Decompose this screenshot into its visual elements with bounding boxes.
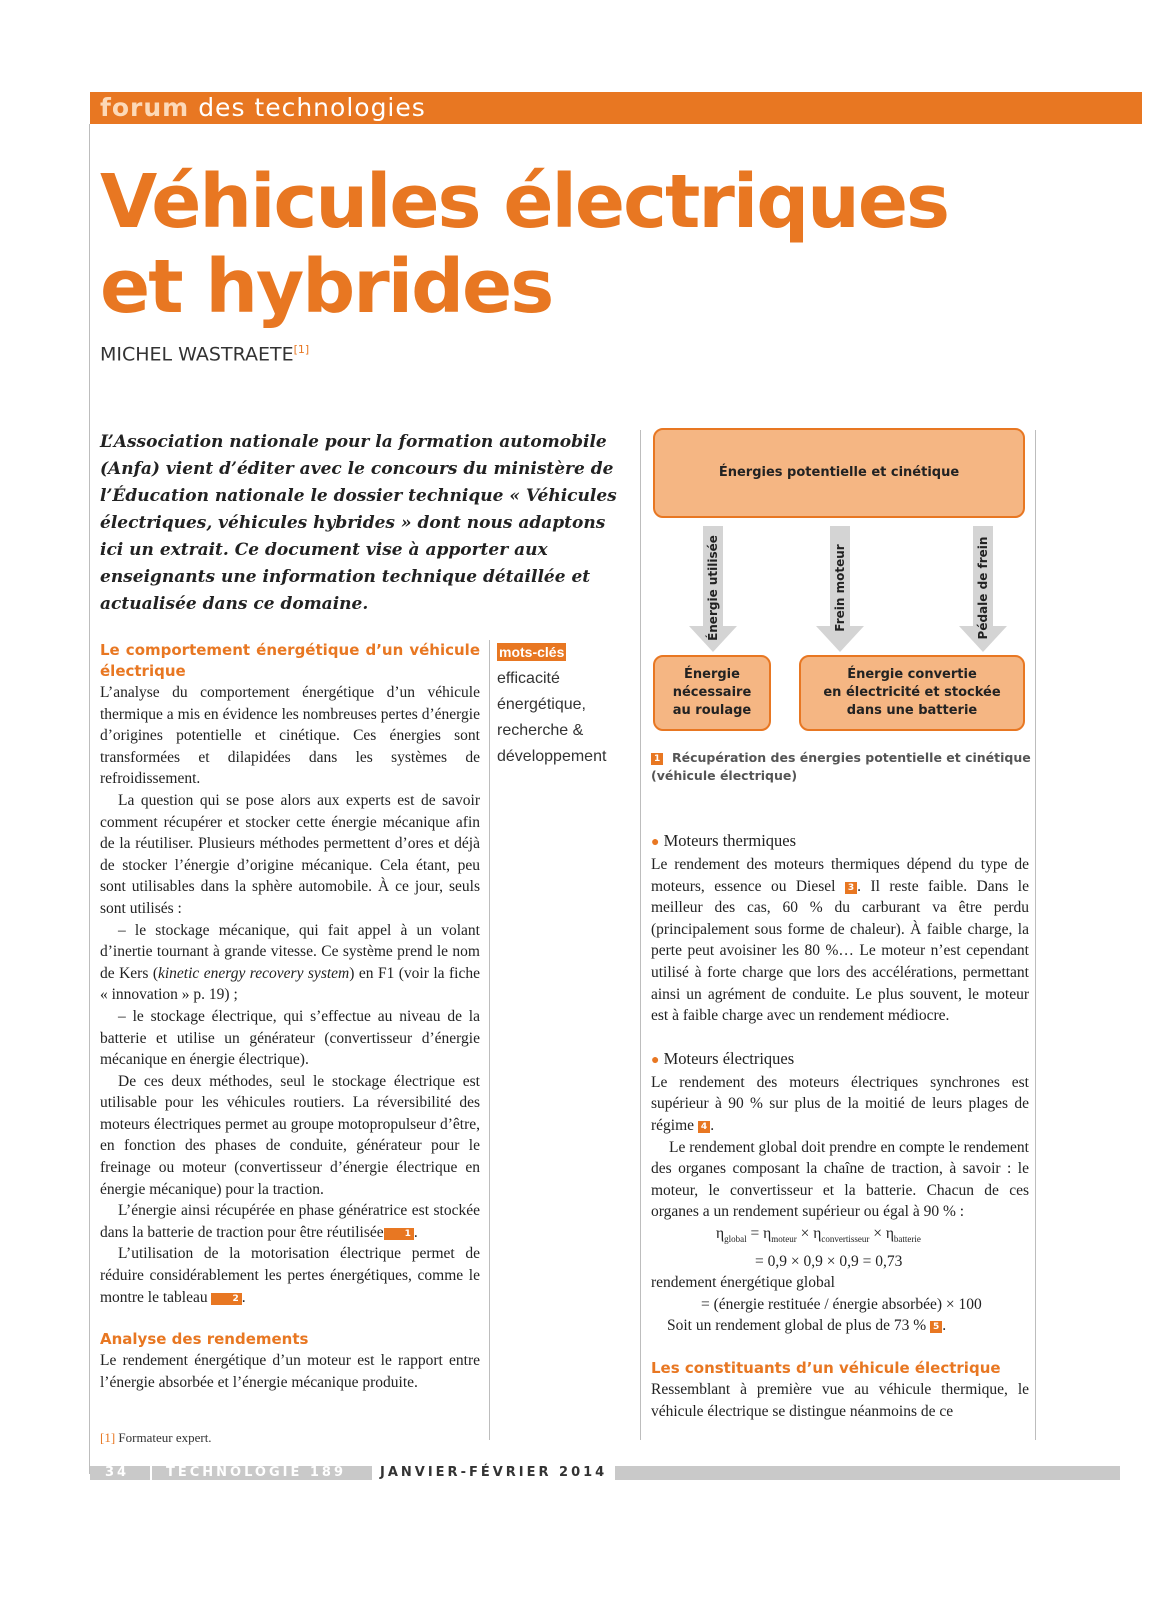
section-kicker: forum des technologies xyxy=(100,93,426,122)
paragraph: L’utilisation de la motorisation électrique permet de réduire considérablement les pertes énergétiques, comme le montre le tableau 2 . xyxy=(100,1245,480,1306)
figure-ref: 1 xyxy=(384,1228,414,1240)
bullet-icon: ● xyxy=(651,1052,660,1068)
subheading: ● Moteurs thermiques xyxy=(651,831,797,850)
keyword: efficacité xyxy=(497,670,560,687)
paragraph: De ces deux méthodes, seul le stockage électrique est utilisable pour les véhicules routiers. La réversibilité des moteurs électriques permet au groupe motopropulseur d’être, en fonction des phases de conduite, générateur pour le freinage ou moteur (convertisseur d’énergie électrique en énergie mécanique) pour la traction. xyxy=(100,1072,480,1198)
column-divider xyxy=(489,640,490,1440)
article-author: MICHEL WASTRAETE[1] xyxy=(100,343,310,366)
keyword: développement xyxy=(497,748,607,765)
keywords-tag: mots-clés xyxy=(499,644,565,660)
paragraph: Le rendement des moteurs thermiques dépend du type de moteurs, essence ou Diesel 3 . Il reste faible. Dans le meilleur des cas, 60 % du carburant va être perdu (principalement sous forme de chaleur). À faible charge, la perte peut avoisiner les 80 %… Le moteur n’est cependant utilisé à forte charge que lors des accélérations, permettant ainsi un agrément de conduite. Le plus souvent, le moteur est à faible charge avec un rendement médiocre. xyxy=(651,856,1029,1025)
paragraph: Le rendement énergétique d’un moteur est le rapport entre l’énergie absorbée et l’énergie mécanique produite. xyxy=(100,1352,480,1391)
figure-number: 1 xyxy=(651,753,663,765)
figure-caption: 1 Récupération des énergies potentielle et cinétique (véhicule électrique) xyxy=(651,750,1031,783)
magazine-name: TECHNOLOGIE 189 xyxy=(166,1465,347,1480)
figure-ref: 4 xyxy=(698,1121,710,1133)
page-number: 34 xyxy=(105,1465,130,1480)
article-title: Véhicules électriques et hybrides xyxy=(100,159,949,330)
paragraph: – le stockage électrique, qui s’effectue au niveau de la batterie et utilise un générateur (convertisseur d’énergie mécanique en énergie électrique). xyxy=(100,1007,480,1069)
formula-line: = 0,9 × 0,9 × 0,9 = 0,73 xyxy=(755,1252,903,1270)
paragraph: Le rendement global doit prendre en compte le rendement des organes composant la chaîne de traction, à savoir : le moteur, le convertisseur et la batterie. Chacun de ces organes a un rendement supérieur ou égal à 90 % : xyxy=(651,1138,1029,1221)
keyword: recherche & xyxy=(497,722,584,739)
paragraph: Ressemblant à première vue au véhicule thermique, le véhicule électrique se distingue néanmoins de ce xyxy=(651,1380,1029,1420)
diagram-box-batterie: Énergie convertie en électricité et stockée dans une batterie xyxy=(799,655,1025,731)
formula-line: $\eta_{global} = \eta_{moteur} \times \eta_{convertisseur} \times \eta_{batterie}$ xyxy=(716,1224,921,1244)
diagram-box-energies: Énergies potentielle et cinétique xyxy=(653,428,1025,518)
article-lead: L’Association nationale pour la formation automobile (Anfa) vient d’éditer avec le concours du ministère de l’Éducation nationale le dossier technique « Véhicules électriques, véhicules hybrides » dont nous adaptons ici un extrait. Ce document vise à apporter aux enseignants une information technique détaillée et actualisée dans ce domaine. xyxy=(100,432,617,614)
paragraph: La question qui se pose alors aux experts est de savoir comment récupérer et stocker cette énergie mécanique afin de la réutiliser. Plusieurs méthodes permettent d’ores et déjà de stocker l’énergie d’origine mécanique. Cela étant, peu sont utilisables dans la sphère automobile. À ce jour, seuls sont utilisés : xyxy=(100,791,480,917)
formula-line: rendement énergétique global xyxy=(651,1274,835,1292)
section-heading: Les constituants d’un véhicule électrique xyxy=(651,1358,1001,1377)
paragraph: – le stockage mécanique, qui fait appel à un volant d’inertie tournant à grande vitesse. Ce système prend le nom de Kers (kinetic energy recovery system) en F1 (voir la fiche « innovation » p. 19) ; xyxy=(100,921,480,1004)
formula-line: = (énergie restituée / énergie absorbée) × 100 xyxy=(701,1295,982,1313)
column-divider xyxy=(1035,430,1036,1440)
column-right xyxy=(651,830,1029,1422)
subheading: ● Moteurs électriques xyxy=(651,1048,795,1068)
column-divider xyxy=(640,430,641,1440)
column-left xyxy=(100,640,480,1393)
keyword: énergétique, xyxy=(497,696,586,713)
figure-ref: 2 xyxy=(211,1293,241,1305)
footnote: [1] Formateur expert. xyxy=(100,1430,212,1445)
section-heading: Le comportement énergétique d’un véhicule électrique xyxy=(100,641,480,680)
paragraph: L’énergie ainsi récupérée en phase génératrice est stockée dans la batterie de traction pour être réutilisée 1 . xyxy=(100,1202,480,1241)
diagram-box-roulage: Énergie nécessaire au roulage xyxy=(653,655,771,731)
issue-date: JANVIER-FÉVRIER 2014 xyxy=(372,1464,615,1482)
formula-line: Soit un rendement global de plus de 73 % 5 . xyxy=(667,1317,947,1335)
section-banner xyxy=(90,92,1142,124)
section-heading: Analyse des rendements xyxy=(100,1330,309,1349)
paragraph: L’analyse du comportement énergétique d’un véhicule thermique a mis en évidence les nombreuses pertes d’énergie d’origines potentielle et cinétique. Ces énergies sont transformées et dilapidées dans les systèmes de refroidissement. xyxy=(100,684,480,788)
margin-rule xyxy=(89,124,90,1474)
keywords-box xyxy=(497,640,627,770)
paragraph: Le rendement des moteurs électriques synchrones est supérieur à 90 % sur plus de la moitié de leurs plages de régime 4 . xyxy=(651,1073,1029,1134)
bullet-icon: ● xyxy=(651,835,660,850)
figure-ref: 3 xyxy=(845,882,857,894)
figure-ref: 5 xyxy=(930,1321,942,1333)
